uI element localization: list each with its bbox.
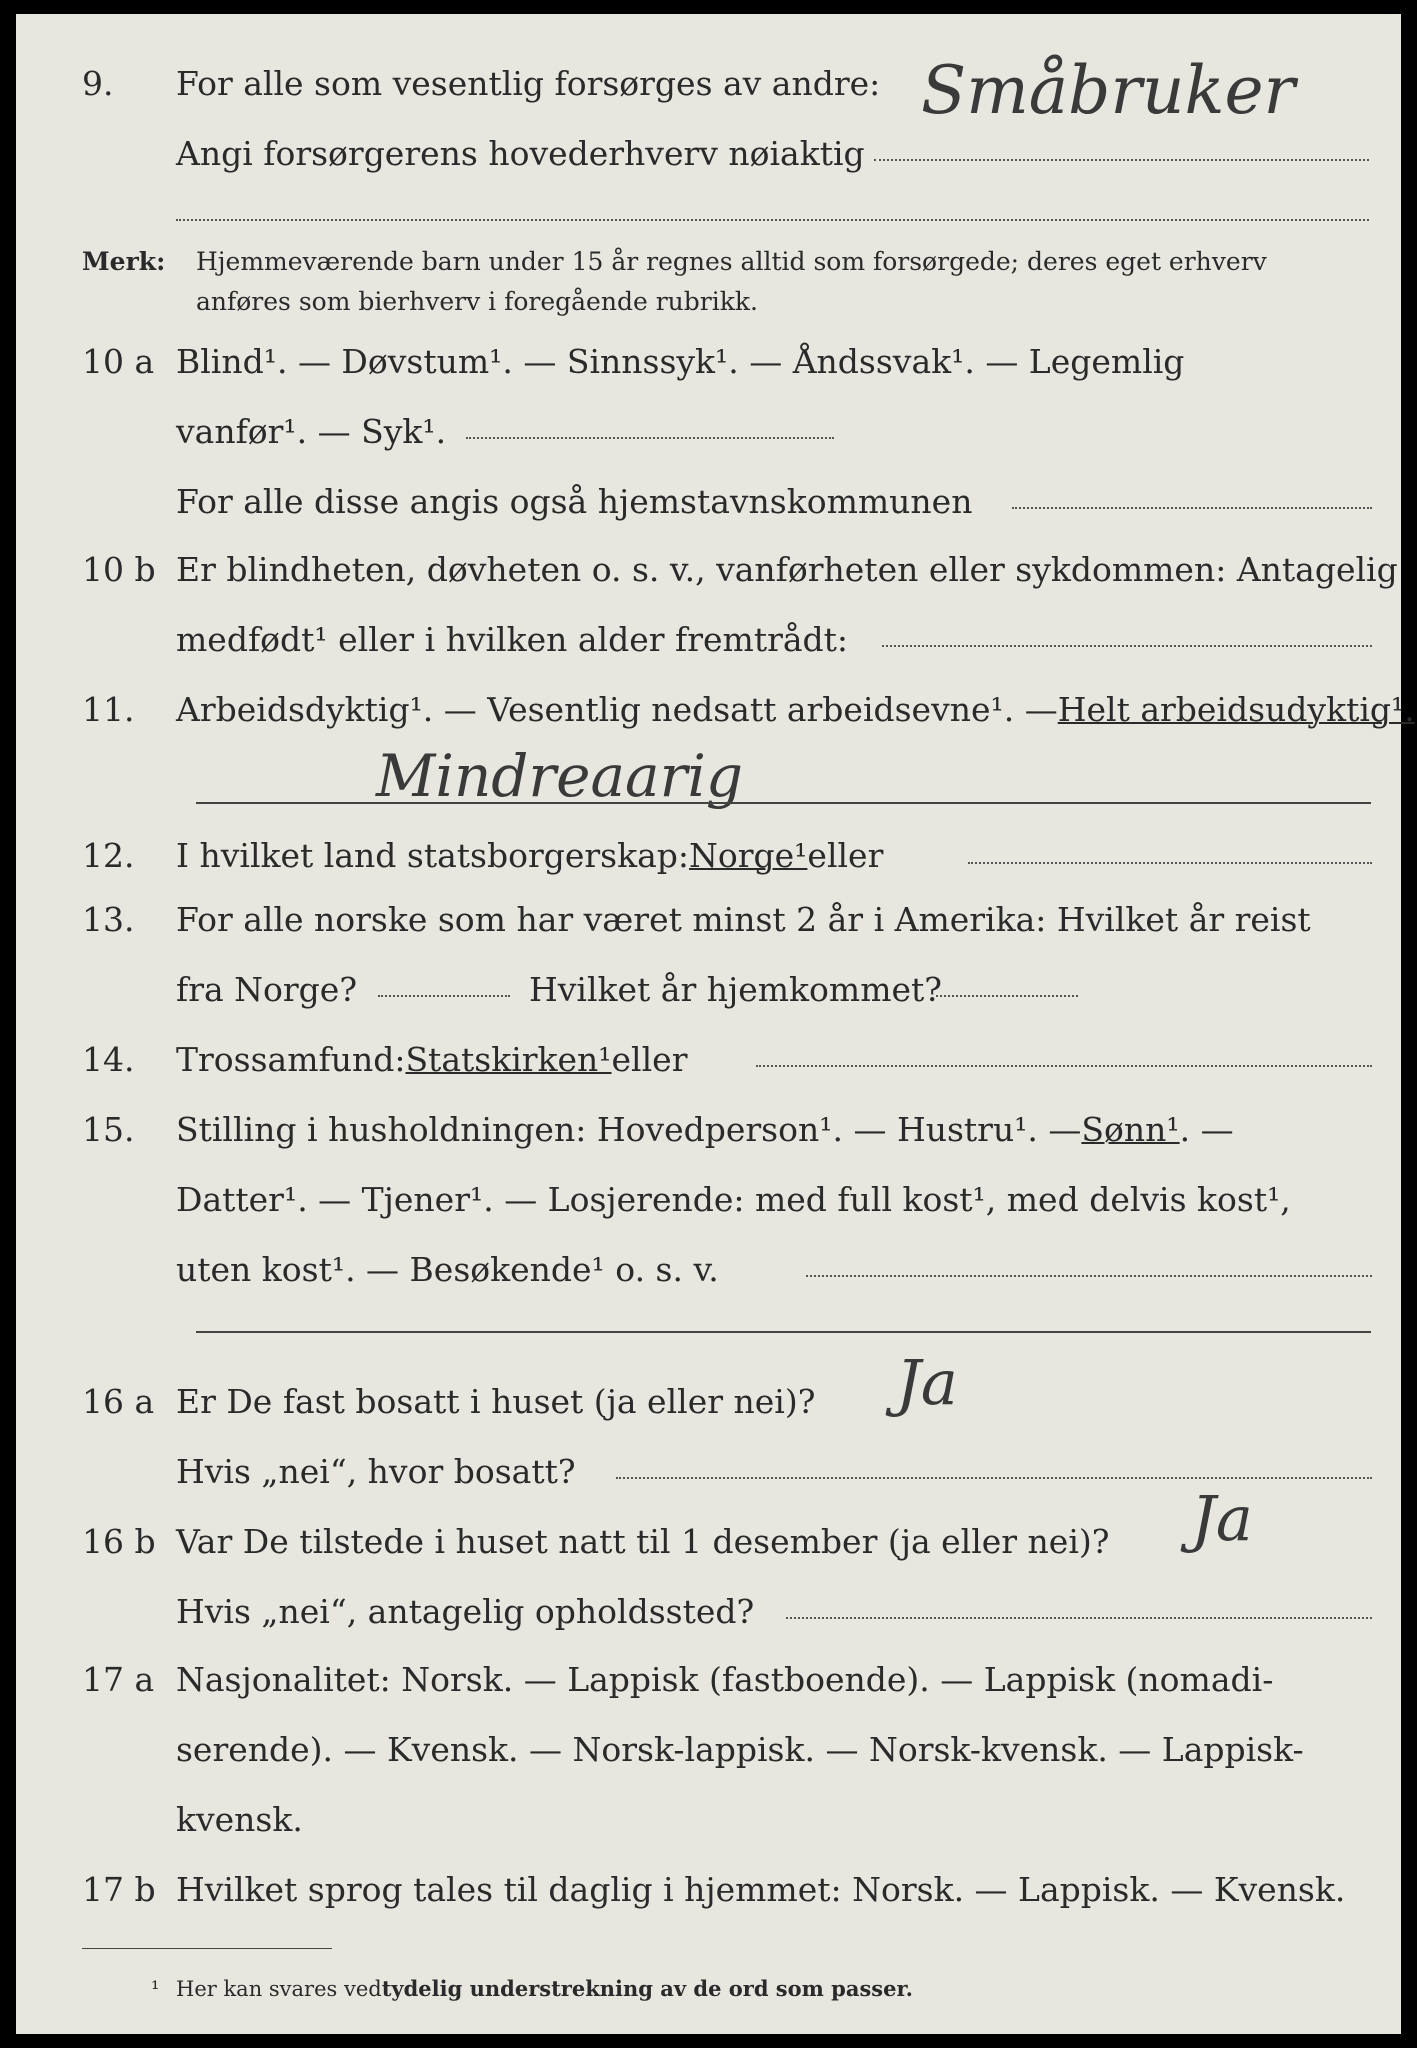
q17b-number: 17 b [82,1870,156,1909]
q10b-question-line2: medfødt¹ eller i hvilken alder fremtrådt: [176,620,849,659]
q16b-answer-line [786,1617,1372,1619]
q10b-line2 [16,610,1401,670]
census-form-page [16,14,1415,2034]
q16b-line2 [16,1582,1401,1642]
q10a-question: Blind¹. — Døvstum¹. — Sinnssyk¹. — Åndssvak¹. — Legemlig [176,342,1185,381]
q10b-answer-line [882,645,1372,647]
q16a-number: 16 a [82,1382,155,1421]
q10b-question: Er blindheten, døvheten o. s. v., vanførheten eller sykdommen: Antagelig [176,550,1398,589]
q9-line2 [16,124,1401,184]
q16a-question-line2: Hvis „nei“, hvor bosatt? [176,1452,576,1491]
q13-reist-answer-line [378,995,510,997]
q16b-question-line2: Hvis „nei“, antagelig opholdssted? [176,1592,755,1631]
footnote-mark: ¹ [151,1977,160,2001]
q13-question-reist: fra Norge? [176,970,358,1009]
q17a-line2 [16,1720,1401,1780]
q10a-question-line2: vanfør¹. — Syk¹. [176,412,447,451]
q15-question: Stilling i husholdningen: Hovedperson¹. — Hustru¹. — [176,1110,1082,1149]
q11-line1 [16,680,1415,740]
q16b-number: 16 b [82,1522,156,1561]
footnote-text: Her kan svares ved [176,1977,382,2001]
q12-selected-option: Norge¹ [689,836,808,875]
q10a-hjemstavn-line [1012,507,1372,509]
footnote-emphasis: tydelig understrekning av de ord som passer. [381,1976,913,2001]
q16a-question: Er De fast bosatt i huset (ja eller nei)? [176,1382,816,1421]
q17a-number: 17 a [82,1660,155,1699]
q17a-question: Nasjonalitet: Norsk. — Lappisk (fastboende). — Lappisk (nomadi- [176,1660,1274,1699]
q15-answer-line [806,1275,1372,1277]
q13-question-hjemkommet: Hvilket år hjemkommet? [529,970,942,1009]
q14-number: 14. [82,1040,135,1079]
q13-number: 13. [82,900,135,939]
q17b-line1 [16,1860,1401,1920]
q15-question-line2: Datter¹. — Tjener¹. — Losjerende: med full kost¹, med delvis kost¹, [176,1180,1291,1219]
q13-question: For alle norske som har været minst 2 år i Amerika: Hvilket år reist [176,900,1311,939]
q11-handwritten-answer[interactable]: Mindreaarig [376,742,744,810]
q10a-line1 [16,332,1401,392]
q17a-line1 [16,1650,1401,1710]
q11-options: Arbeidsdyktig¹. — Vesentlig nedsatt arbeidsevne¹. — [176,690,1058,729]
q14-line1 [16,1030,1401,1090]
q15-question-line3: uten kost¹. — Besøkende¹ o. s. v. [176,1250,719,1289]
q17a-line3 [16,1790,1401,1850]
footnote-rule [82,1948,332,1949]
q10b-line1 [16,540,1401,600]
q12-line1 [16,826,1401,886]
q17b-question: Hvilket sprog tales til daglig i hjemmet: Norsk. — Lappisk. — Kvensk. [176,1870,1346,1909]
merk-line2 [16,282,1401,322]
q17a-question-line3: kvensk. [176,1800,303,1839]
q9-question: For alle som vesentlig forsørges av andre: [176,64,881,103]
q16b-question: Var De tilstede i huset natt til 1 desember (ja eller nei)? [176,1522,1110,1561]
merk-label: Merk: [82,247,166,276]
q9-extra-line [176,219,1369,221]
q11-selected-option: Helt arbeidsudyktig¹. [1057,690,1415,729]
q16a-line1 [16,1372,1401,1432]
q12-question: I hvilket land statsborgerskap: [176,836,690,875]
q13-hjemkommet-answer-line [936,995,1078,997]
q17a-question-line2: serende). — Kvensk. — Norsk-lappisk. — Norsk-kvensk. — Lappisk- [176,1730,1304,1769]
q10a-line2 [16,402,1401,462]
q15-dash: . — [1179,1110,1234,1149]
q14-question: Trossamfund: [176,1040,406,1079]
q16b-handwritten-answer[interactable]: Ja [1191,1482,1253,1555]
q15-number: 15. [82,1110,135,1149]
q14-or: eller [611,1040,688,1079]
q15-line2 [16,1170,1401,1230]
q9-question-line2: Angi forsørgerens hovederhverv nøiaktig [176,134,865,173]
q16a-answer-line [616,1477,1372,1479]
q15-line1 [16,1100,1401,1160]
q14-selected-option: Statskirken¹ [405,1040,612,1079]
q9-number: 9. [82,64,114,103]
merk-text: Hjemmeværende barn under 15 år regnes alltid som forsørgede; deres eget erhverv [196,247,1267,276]
q11-answer-line [196,802,1371,804]
q13-line2 [16,960,1401,1020]
q10a-question-line3: For alle disse angis også hjemstavnskommunen [176,482,973,521]
q15-extra-line [196,1331,1371,1333]
footnote [16,1969,1401,2009]
q10a-answer-line [466,437,834,439]
q15-line3 [16,1240,1401,1300]
merk-text-line2: anføres som bierhverv i foregående rubrikk. [196,287,758,316]
q11-number: 11. [82,690,135,729]
q12-number: 12. [82,836,135,875]
q16a-handwritten-answer[interactable]: Ja [896,1346,958,1419]
q14-answer-line [756,1065,1372,1067]
q15-selected-option: Sønn¹ [1081,1110,1180,1149]
q10b-number: 10 b [82,550,156,589]
merk-line1 [16,242,1401,282]
q10a-number: 10 a [82,342,155,381]
q13-line1 [16,890,1401,950]
q12-answer-line [968,862,1372,864]
q10a-line3 [16,472,1401,532]
q9-answer-line [874,159,1369,161]
q12-or: eller [807,836,884,875]
q9-handwritten-answer[interactable]: Småbruker [921,52,1296,129]
